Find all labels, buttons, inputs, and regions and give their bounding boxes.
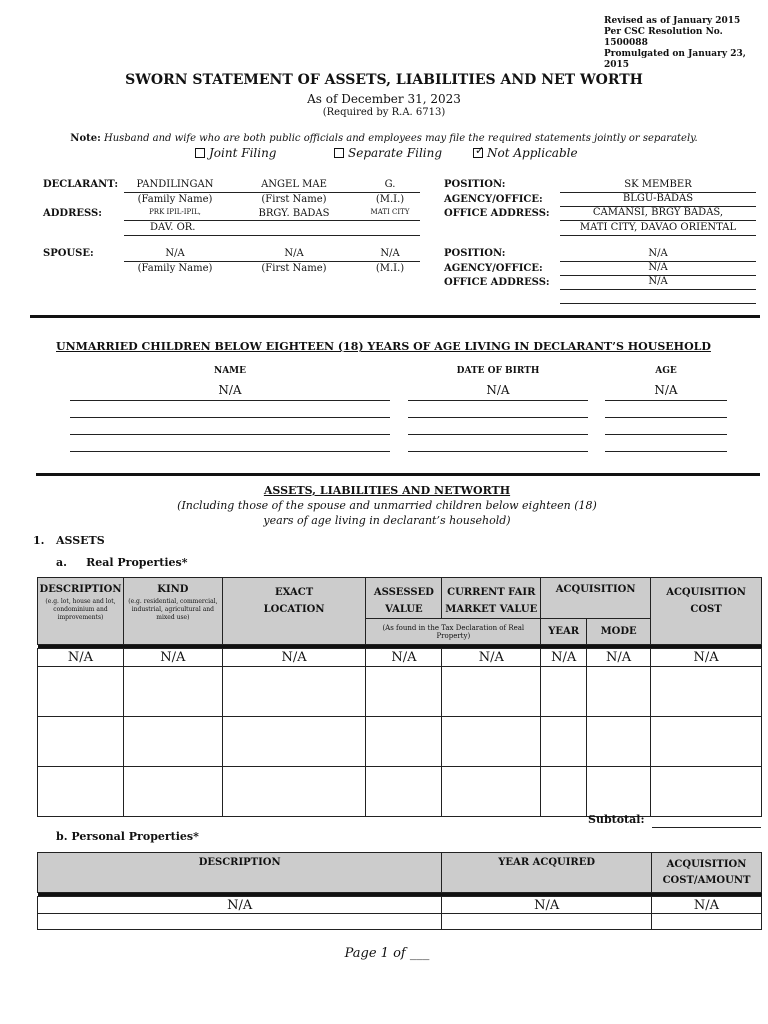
cell-personal-description[interactable]: N/A	[38, 897, 442, 914]
spouse-mi[interactable]: N/A	[380, 248, 400, 259]
section-divider	[36, 473, 760, 476]
cell-year-acquired[interactable]: N/A	[442, 897, 652, 914]
cell-description[interactable]: N/A	[38, 649, 124, 667]
declarant-family-name[interactable]: PANDILINGAN	[136, 179, 214, 190]
children-col-dob: DATE OF BIRTH	[456, 366, 540, 376]
address-line-2[interactable]: BRGY. BADAS	[258, 208, 330, 219]
declarant-agency[interactable]: BLGU-BADAS	[622, 193, 694, 204]
family-name-caption: (Family Name)	[137, 194, 213, 205]
page-number: Page 1 of ___	[344, 946, 430, 961]
cell-acquisition-cost[interactable]: N/A	[652, 897, 762, 914]
col-market-line-2: MARKET VALUE	[445, 604, 538, 615]
col-description-note: (e.g. lot, house and lot, condominium and improvements)	[45, 598, 116, 621]
revision-line: Revised as of January 2015	[604, 16, 741, 26]
note-text: Husband and wife who are both public officials and employees may file the required statements jointly or separately.	[103, 133, 698, 144]
required-by: (Required by R.A. 6713)	[322, 107, 446, 118]
not-applicable-option[interactable]	[473, 143, 578, 160]
col-location-line-1: EXACT	[274, 587, 314, 598]
checkbox-icon[interactable]	[195, 148, 205, 158]
col-kind	[123, 578, 222, 645]
checkbox-checked-icon[interactable]: ✓	[475, 143, 485, 157]
address-line-3[interactable]: MATI CITY	[370, 208, 410, 216]
child-age[interactable]: N/A	[654, 383, 678, 397]
spouse-position[interactable]: N/A	[648, 248, 668, 259]
col-acquisition: ACQUISITION	[541, 578, 651, 619]
address-line-4[interactable]: DAV. OR.	[150, 222, 196, 233]
real-properties-table	[37, 577, 762, 817]
spouse-office-address[interactable]: N/A	[648, 276, 668, 287]
declarant-label: DECLARANT:	[43, 179, 119, 190]
col-cost-line-1: ACQUISITION	[666, 587, 746, 598]
first-name-caption: (First Name)	[261, 194, 327, 205]
spouse-mi-caption: (M.I.)	[375, 263, 405, 274]
alnw-title: ASSETS, LIABILITIES AND NETWORTH	[263, 484, 511, 497]
cell-market[interactable]: N/A	[442, 649, 541, 667]
page-title: SWORN STATEMENT OF ASSETS, LIABILITIES AND NET WORTH	[125, 72, 643, 88]
children-section-title: UNMARRIED CHILDREN BELOW EIGHTEEN (18) YEARS OF AGE LIVING IN DECLARANT’S HOUSEHOLD	[56, 340, 711, 353]
col-description-label: DESCRIPTION	[39, 584, 122, 595]
subtotal-label: Subtotal:	[588, 813, 645, 826]
spouse-first-caption: (First Name)	[261, 263, 327, 274]
cell-assessed[interactable]: N/A	[366, 649, 442, 667]
col-year: YEAR	[541, 619, 587, 645]
office-address-line-2[interactable]: MATI CITY, DAVAO ORIENTAL	[579, 222, 737, 233]
revision-line: Promulgated on January 23,	[604, 49, 746, 59]
declarant-first-name[interactable]: ANGEL MAE	[261, 179, 327, 190]
alnw-subtitle-1: (Including those of the spouse and unmarried children below eighteen (18)	[177, 499, 597, 512]
alnw-subtitle-2: years of age living in declarant’s household)	[263, 514, 511, 527]
cell-location[interactable]: N/A	[222, 649, 366, 667]
col-location-line-2: LOCATION	[263, 604, 325, 615]
col-assessed-line-2: VALUE	[385, 604, 423, 615]
address-label: ADDRESS:	[43, 208, 102, 219]
real-properties-heading: a. Real Properties*	[56, 556, 188, 569]
table-row	[38, 717, 762, 767]
checkbox-icon[interactable]	[334, 148, 344, 158]
section-divider	[30, 315, 760, 318]
personal-properties-table	[37, 852, 762, 930]
office-address-label: OFFICE ADDRESS:	[444, 208, 550, 219]
spouse-label: SPOUSE:	[43, 248, 94, 259]
cell-mode[interactable]: N/A	[587, 649, 651, 667]
child-dob[interactable]: N/A	[486, 383, 510, 397]
joint-filing-option[interactable]	[195, 146, 277, 160]
address-line-1[interactable]: PRK IPIL-IPIL,	[149, 208, 201, 216]
col-acquisition-cost	[652, 853, 762, 893]
spouse-office-label: OFFICE ADDRESS:	[444, 277, 550, 288]
spouse-family-name[interactable]: N/A	[165, 248, 185, 259]
col-acquisition-cost-line-1: ACQUISITION	[666, 859, 747, 870]
spouse-agency[interactable]: N/A	[648, 262, 668, 273]
col-kind-note: (e.g. residential, commercial, industrial, agricultural and mixed use)	[128, 598, 218, 621]
mi-caption: (M.I.)	[375, 194, 405, 205]
position-label: POSITION:	[444, 179, 506, 190]
col-cost-line-2: COST	[690, 604, 722, 615]
cell-kind[interactable]: N/A	[123, 649, 222, 667]
spouse-position-label: POSITION:	[444, 248, 506, 259]
col-assessed	[366, 578, 442, 619]
col-acquisition-cost-line-2: COST/AMOUNT	[662, 875, 751, 886]
spouse-family-caption: (Family Name)	[137, 263, 213, 274]
col-market	[442, 578, 541, 619]
tax-declaration-note: (As found in the Tax Declaration of Real Property)	[366, 619, 541, 645]
col-description	[38, 578, 124, 645]
col-kind-label: KIND	[157, 584, 189, 595]
agency-label: AGENCY/OFFICE:	[444, 194, 543, 205]
cell-year[interactable]: N/A	[541, 649, 587, 667]
declarant-position[interactable]: SK MEMBER	[624, 179, 692, 190]
revision-line: Per CSC Resolution No. 1500088	[604, 27, 723, 48]
declarant-mi[interactable]: G.	[384, 179, 396, 190]
child-name[interactable]: N/A	[218, 383, 242, 397]
office-address-line-1[interactable]: CAMANSI, BRGY BADAS,	[592, 207, 724, 218]
spouse-agency-label: AGENCY/OFFICE:	[444, 263, 543, 274]
col-assessed-line-1: ASSESSED	[373, 587, 434, 598]
filing-note	[0, 133, 768, 144]
col-personal-description: DESCRIPTION	[38, 853, 442, 893]
revision-note	[604, 16, 768, 71]
separate-filing-option[interactable]	[334, 146, 442, 160]
cell-cost[interactable]: N/A	[651, 649, 762, 667]
personal-properties-heading: b. Personal Properties*	[56, 830, 199, 843]
col-location	[222, 578, 366, 645]
table-row	[38, 649, 762, 667]
as-of-date: As of December 31, 2023	[307, 92, 461, 106]
revision-line: 2015	[604, 60, 630, 70]
table-row	[38, 897, 762, 914]
joint-filing-label: Joint Filing	[209, 146, 277, 160]
col-cost	[651, 578, 762, 645]
col-mode: MODE	[587, 619, 651, 645]
table-row	[38, 914, 762, 930]
note-label: Note:	[70, 133, 101, 144]
separate-filing-label: Separate Filing	[348, 146, 443, 160]
col-year-acquired: YEAR ACQUIRED	[442, 853, 652, 893]
col-market-line-1: CURRENT FAIR	[447, 587, 536, 598]
children-col-age: AGE	[655, 366, 677, 376]
children-col-name: NAME	[213, 366, 247, 376]
not-applicable-label: Not Applicable	[487, 146, 578, 160]
spouse-first-name[interactable]: N/A	[284, 248, 304, 259]
table-row	[38, 667, 762, 717]
subtotal-field[interactable]	[652, 827, 761, 828]
assets-heading: 1. ASSETS	[33, 534, 105, 547]
table-row	[38, 767, 762, 817]
